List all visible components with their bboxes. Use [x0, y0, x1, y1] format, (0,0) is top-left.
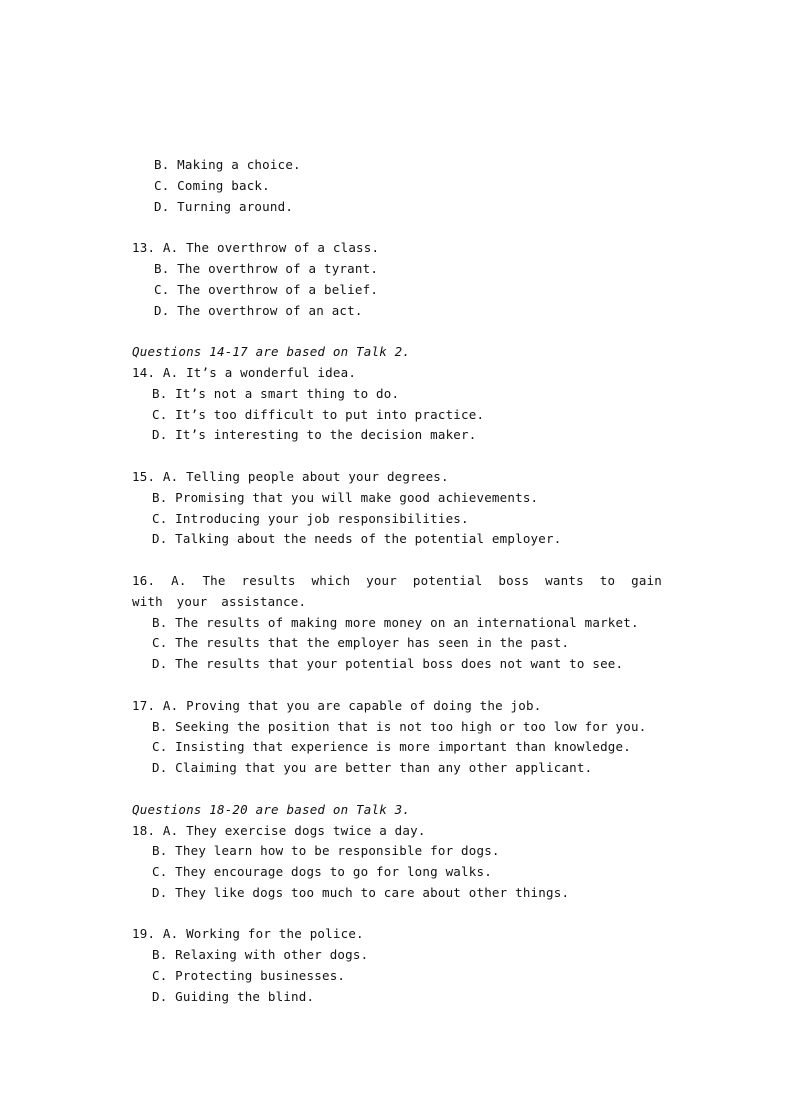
option-16-b: B. The results of making more money on an international market.: [152, 614, 639, 630]
option-16-c: C. The results that the employer has seen in the past.: [152, 635, 570, 651]
document-page: [132, 155, 662, 1008]
option-15-b: B. Promising that you will make good achievements.: [152, 489, 539, 505]
question-16: [132, 571, 662, 675]
option-12-c: C. Coming back.: [154, 177, 270, 193]
question-12-options: [132, 155, 662, 217]
option-17-d: D. Claiming that you are better than any other applicant.: [152, 760, 593, 776]
question-19: [132, 924, 662, 1007]
option-16-d: D. The results that your potential boss does not want to see.: [152, 656, 624, 672]
option-13-d: D. The overthrow of an act.: [154, 302, 363, 318]
option-13-b: B. The overthrow of a tyrant.: [154, 260, 379, 276]
section-heading-talk-3: Questions 18-20 are based on Talk 3.: [132, 801, 411, 817]
option-13-a: 13. A. The overthrow of a class.: [132, 240, 380, 256]
option-17-a: 17. A. Proving that you are capable of doing the job.: [132, 697, 542, 713]
option-14-a: 14. A. It’s a wonderful idea.: [132, 364, 357, 380]
option-18-b: B. They learn how to be responsible for dogs.: [152, 843, 500, 859]
option-16-a: 16. A. The results which your potential boss wants to gain with your assistance.: [132, 572, 662, 609]
option-12-b: B. Making a choice.: [154, 157, 301, 172]
option-18-a: 18. A. They exercise dogs twice a day.: [132, 822, 426, 838]
question-17: [132, 696, 662, 779]
option-17-b: B. Seeking the position that is not too high or too low for you.: [152, 718, 647, 734]
option-19-d: D. Guiding the blind.: [152, 988, 315, 1004]
question-13: [132, 238, 662, 321]
section-heading-talk-2: Questions 14-17 are based on Talk 2.: [132, 344, 411, 360]
option-18-c: C. They encourage dogs to go for long walks.: [152, 864, 492, 880]
option-15-c: C. Introducing your job responsibilities.: [152, 510, 469, 526]
option-14-d: D. It’s interesting to the decision maker.: [152, 427, 477, 443]
question-15: [132, 467, 662, 550]
option-18-d: D. They like dogs too much to care about other things.: [152, 884, 570, 900]
option-15-a: 15. A. Telling people about your degrees.: [132, 468, 449, 484]
question-14: [132, 363, 662, 446]
option-19-b: B. Relaxing with other dogs.: [152, 947, 369, 963]
option-17-c: C. Insisting that experience is more important than knowledge.: [152, 739, 631, 755]
option-13-c: C. The overthrow of a belief.: [154, 281, 379, 297]
option-19-c: C. Protecting businesses.: [152, 968, 346, 984]
option-19-a: 19. A. Working for the police.: [132, 926, 364, 942]
question-18: [132, 821, 662, 904]
option-12-d: D. Turning around.: [154, 198, 294, 214]
option-15-d: D. Talking about the needs of the potential employer.: [152, 531, 562, 547]
option-14-c: C. It’s too difficult to put into practice.: [152, 406, 485, 422]
option-14-b: B. It’s not a smart thing to do.: [152, 385, 400, 401]
